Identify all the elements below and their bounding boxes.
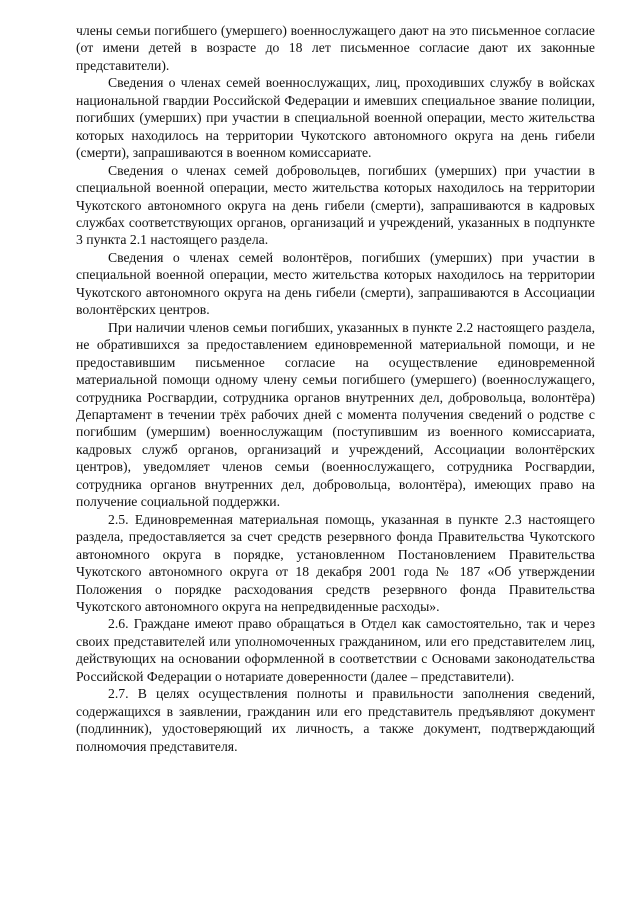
paragraph-notification: При наличии членов семьи погибших, указанных в пункте 2.2 настоящего раздела, не обратившихся за предоставлением единовременной материальной помощи, и не предоставившим письменное согласие на осуществление единовременной материальной помощи одному члену семьи погибшего (умершего) (военнослужащего, сотрудника Росгвардии, сотрудника органов внутренних дел, добровольца, волонтёра) Департамент в течении трёх рабочих дней с момента получения сведений о родстве с погибшим (умершим) военнослужащим (поступившим из военного комиссариата, кадровых служб органов, организаций и учреждений, Ассоциации волонтёрских центров), уведомляет членов семьи (военнослужащего, сотрудника Росгвардии, сотрудника органов внутренних дел, добровольца, волонтёра), имеющих право на получение социальной поддержки. (76, 319, 595, 510)
paragraph-military-commissariat: Сведения о членах семей военнослужащих, лиц, проходивших службу в войсках национальной гвардии Российской Федерации и имевших специальное звание полиции, погибших (умерших) при участии в специальной военной операции, место жительства которых находилось на территории Чукотского автономного округа на день гибели (смерти), запрашиваются в военном комиссариате. (76, 75, 595, 161)
document-page (76, 22, 595, 755)
paragraph-2-5: 2.5. Единовременная материальная помощь, указанная в пункте 2.3 настоящего раздела, предоставляется за счет средств резервного фонда Правительства Чукотского автономного округа в порядке, установленном Постановлением Правительства Чукотского автономного округа от 18 декабря 2001 года № 187 «Об утверждении Положения о порядке расходования средств резервного фонда Правительства Чукотского автономного округа на непредвиденные расходы». (76, 511, 595, 614)
paragraph-volunteers-personnel: Сведения о членах семей добровольцев, погибших (умерших) при участии в специальной военной операции, место жительства которых находилось на территории Чукотского автономного округа на день гибели (смерти), запрашиваются в кадровых службах соответствующих органов, организаций и учреждений, указанных в подпункте 3 пункта 2.1 настоящего раздела. (76, 162, 595, 248)
paragraph-volunteer-association: Сведения о членах семей волонтёров, погибших (умерших) при участии в специальной военной операции, место жительства которых находилось на территории Чукотского автономного округа на день гибели (смерти), запрашиваются в Ассоциации волонтёрских центров. (76, 249, 595, 318)
paragraph-2-6: 2.6. Граждане имеют право обращаться в Отдел как самостоятельно, так и через своих представителей или уполномоченных гражданином, или его представителем лиц, действующих на основании оформленной в соответствии с Основами законодательства Российской Федерации о нотариате доверенности (далее – представители). (76, 616, 595, 684)
paragraph-2-7: 2.7. В целях осуществления полноты и правильности заполнения сведений, содержащихся в заявлении, гражданин или его представитель предъявляют документ (подлинник), удостоверяющий их личность, а также документ, подтверждающий полномочия представителя. (76, 686, 595, 754)
paragraph-consent: члены семьи погибшего (умершего) военнослужащего дают на это письменное согласие (от имени детей в возрасте до 18 лет письменное согласие дают их законные представители). (76, 23, 595, 73)
